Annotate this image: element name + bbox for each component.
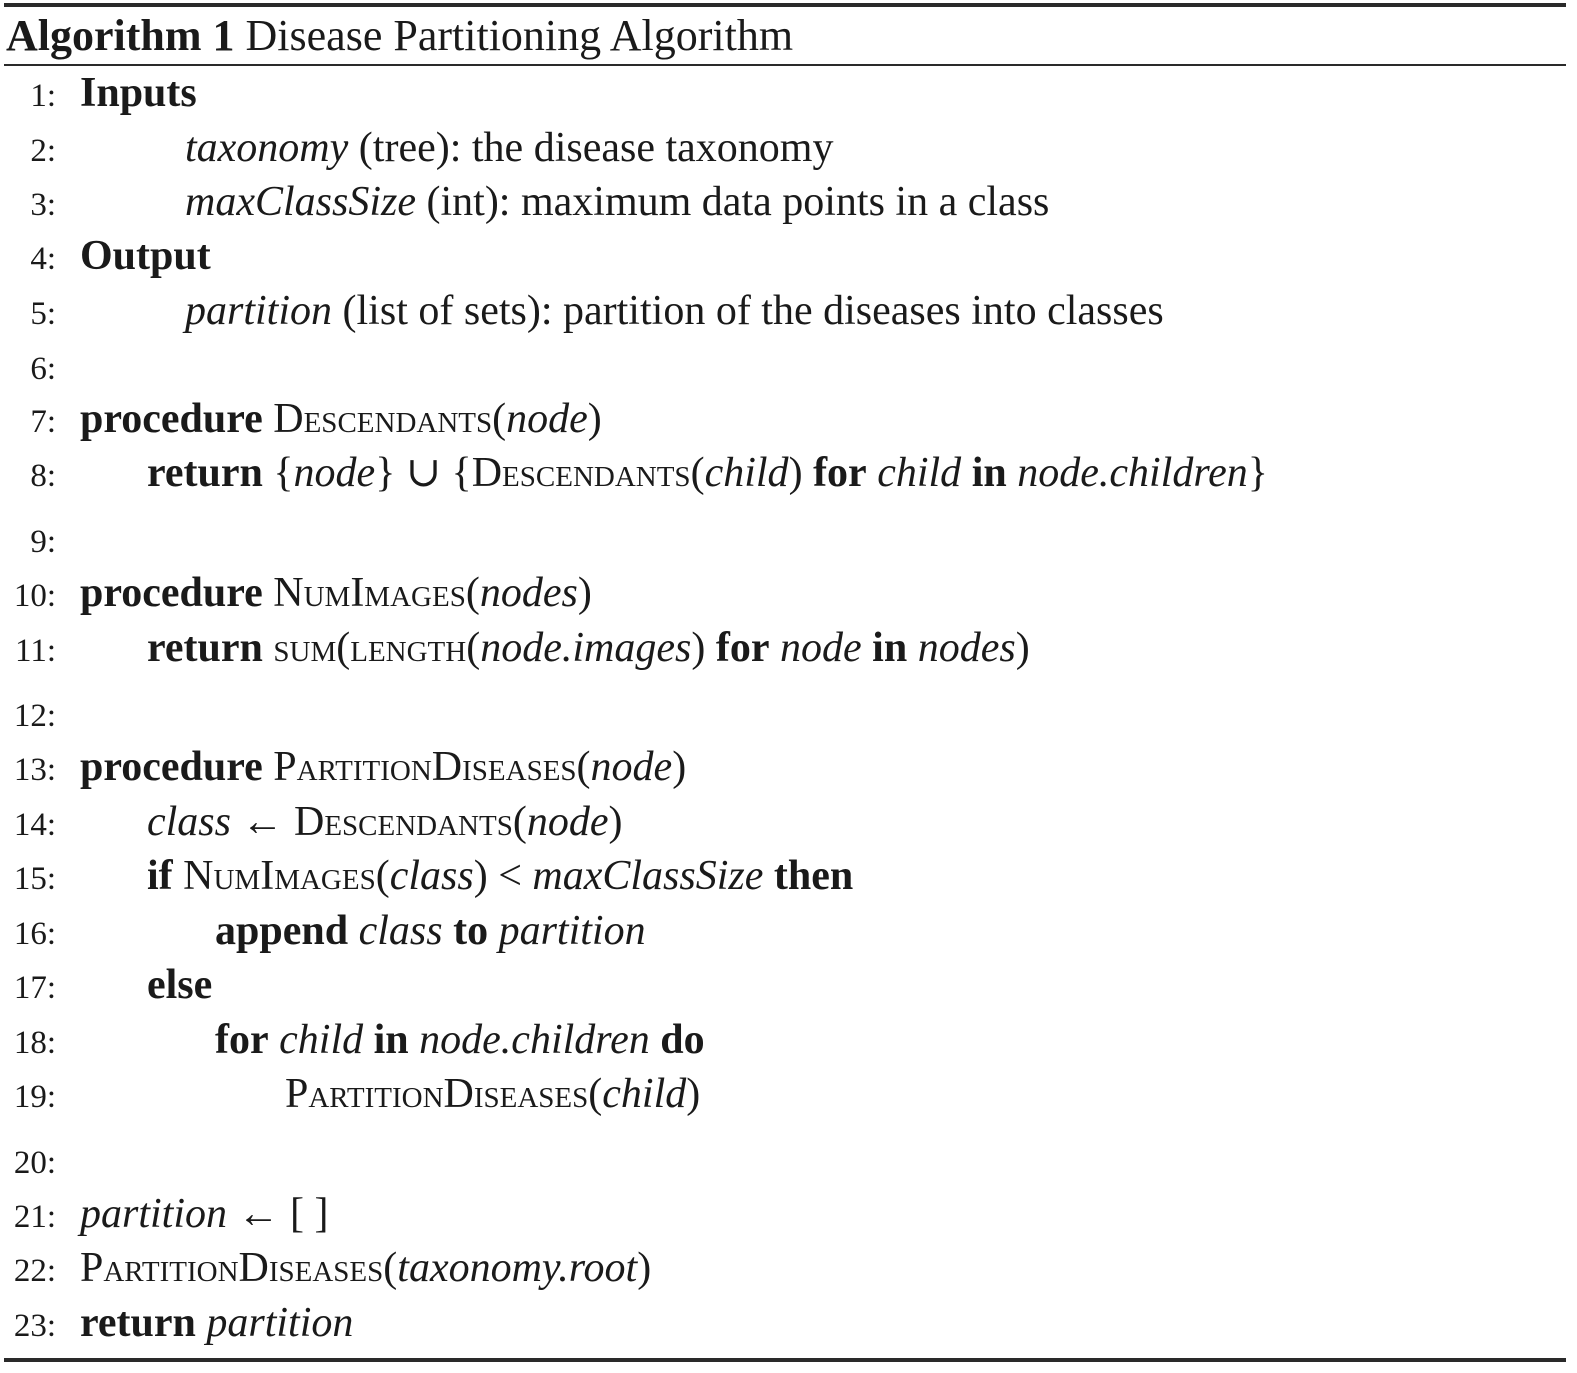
- function-name: PartitionDiseases: [285, 1071, 589, 1117]
- argument: class: [389, 853, 474, 899]
- algo-line-21: [4, 1187, 329, 1241]
- algo-line-10: [4, 566, 592, 620]
- punct: {: [273, 450, 294, 496]
- description: (tree): the disease taxonomy: [358, 125, 834, 171]
- keyword: do: [660, 1017, 705, 1063]
- line-number: 7:: [30, 404, 56, 440]
- function-name: length: [350, 625, 467, 671]
- line-number: 2:: [30, 133, 56, 169]
- algo-line-14: [4, 795, 623, 849]
- function-name: Descendants: [294, 799, 513, 845]
- punct: }: [1247, 450, 1268, 496]
- variable: class: [147, 799, 231, 845]
- keyword: append: [215, 908, 349, 954]
- algo-line-6: [4, 339, 56, 393]
- algorithm-block: [4, 0, 1566, 1373]
- argument: partition: [498, 908, 646, 954]
- algo-line-20: [4, 1133, 56, 1187]
- line-number: 23:: [13, 1308, 56, 1344]
- line-number: 22:: [13, 1253, 56, 1289]
- line-number: 10:: [13, 578, 56, 614]
- function-name: NumImages: [183, 853, 376, 899]
- punct: ): [637, 1245, 652, 1291]
- keyword: to: [453, 908, 489, 954]
- punct: (: [336, 625, 351, 671]
- argument: node: [590, 744, 673, 790]
- keyword: procedure: [80, 570, 263, 616]
- punct: (: [588, 1071, 603, 1117]
- keyword: in: [872, 625, 908, 671]
- punct: } ∪ {: [375, 450, 472, 496]
- algo-line-15: [4, 849, 854, 903]
- function-name: PartitionDiseases: [273, 744, 577, 790]
- line-number: 12:: [13, 698, 56, 734]
- bottom-rule: [4, 1358, 1566, 1362]
- argument: node.children: [419, 1017, 650, 1063]
- line-number: 17:: [13, 970, 56, 1006]
- description: (int): maximum data points in a class: [426, 179, 1050, 225]
- algorithm-caption: [6, 8, 793, 64]
- punct: (: [375, 853, 390, 899]
- argument: nodes: [917, 625, 1016, 671]
- algo-line-17: [4, 958, 213, 1012]
- keyword: return: [147, 450, 263, 496]
- function-name: Descendants: [471, 450, 691, 496]
- argument: taxonomy.root: [397, 1245, 638, 1291]
- argument: class: [358, 908, 443, 954]
- argument: node: [526, 799, 609, 845]
- punct: ): [1015, 625, 1030, 671]
- argument: maxClassSize: [532, 853, 764, 899]
- keyword: procedure: [80, 744, 263, 790]
- line-number: 9:: [30, 524, 56, 560]
- keyword: for: [215, 1017, 269, 1063]
- punct: (: [576, 744, 591, 790]
- line-number: 11:: [15, 633, 56, 669]
- algo-line-23: [4, 1296, 354, 1350]
- caption-label: Algorithm 1: [6, 11, 235, 60]
- punct: ): [788, 450, 803, 496]
- line-number: 21:: [13, 1199, 56, 1235]
- algo-line-19: [4, 1067, 701, 1121]
- description: (list of sets): partition of the diseases into classes: [342, 288, 1164, 334]
- assign-arrow: ← [ ]: [227, 1191, 329, 1237]
- variable: maxClassSize: [185, 179, 416, 225]
- argument: partition: [206, 1300, 354, 1346]
- variable: partition: [185, 288, 333, 334]
- punct: (: [465, 570, 480, 616]
- punct: ): [577, 570, 592, 616]
- punct: (: [492, 396, 507, 442]
- function-name: sum: [273, 625, 337, 671]
- algo-line-16: [4, 904, 646, 958]
- line-number: 15:: [13, 861, 56, 897]
- algo-line-1: [4, 66, 197, 120]
- line-number: 1:: [30, 78, 56, 114]
- algo-line-5: [4, 284, 1164, 338]
- assign-arrow: ←: [231, 799, 294, 845]
- punct: ): [686, 1071, 701, 1117]
- punct: (: [690, 450, 705, 496]
- argument: node: [506, 396, 588, 442]
- keyword: else: [147, 962, 213, 1008]
- line-number: 5:: [30, 296, 56, 332]
- punct: ): [587, 396, 602, 442]
- punct: (: [383, 1245, 398, 1291]
- punct: ): [608, 799, 623, 845]
- function-name: PartitionDiseases: [80, 1245, 384, 1291]
- keyword: in: [971, 450, 1007, 496]
- line-number: 14:: [13, 807, 56, 843]
- top-rule: [4, 3, 1566, 7]
- punct: (: [512, 799, 527, 845]
- punct: ): [672, 744, 687, 790]
- argument: child: [877, 450, 962, 496]
- algo-line-13: [4, 740, 687, 794]
- punct: ) <: [473, 853, 533, 899]
- keyword: Inputs: [80, 70, 197, 116]
- line-number: 8:: [30, 458, 56, 494]
- function-name: Descendants: [273, 396, 493, 442]
- line-number: 19:: [13, 1079, 56, 1115]
- keyword: Output: [80, 233, 211, 279]
- caption-title: Disease Partitioning Algorithm: [245, 11, 794, 60]
- variable: partition: [80, 1191, 228, 1237]
- argument: child: [279, 1017, 364, 1063]
- algo-line-11: [4, 621, 1030, 675]
- caption-rule: [4, 64, 1566, 66]
- algo-line-18: [4, 1013, 705, 1067]
- line-number: 16:: [13, 916, 56, 952]
- keyword: for: [715, 625, 770, 671]
- argument: nodes: [479, 570, 578, 616]
- line-number: 18:: [13, 1025, 56, 1061]
- punct: (: [466, 625, 481, 671]
- argument: child: [704, 450, 789, 496]
- keyword: return: [147, 625, 263, 671]
- punct: ): [691, 625, 706, 671]
- algo-line-2: [4, 121, 834, 175]
- keyword: if: [147, 853, 173, 899]
- algo-line-8: [4, 446, 1268, 500]
- line-number: 6:: [30, 351, 56, 387]
- line-number: 4:: [30, 241, 56, 277]
- argument: node: [780, 625, 862, 671]
- keyword: in: [373, 1017, 409, 1063]
- keyword: then: [773, 853, 854, 899]
- variable: taxonomy: [185, 125, 349, 171]
- algo-line-7: [4, 392, 602, 446]
- algo-line-4: [4, 229, 211, 283]
- algo-line-3: [4, 175, 1050, 229]
- line-number: 13:: [13, 752, 56, 788]
- line-number: 20:: [13, 1145, 56, 1181]
- algo-line-12: [4, 686, 56, 740]
- function-name: NumImages: [273, 570, 466, 616]
- keyword: for: [813, 450, 867, 496]
- algo-line-9: [4, 512, 56, 566]
- algo-line-22: [4, 1241, 652, 1295]
- argument: child: [602, 1071, 687, 1117]
- argument: node.images: [480, 625, 692, 671]
- argument: node: [293, 450, 376, 496]
- keyword: procedure: [80, 396, 263, 442]
- argument: node.children: [1017, 450, 1248, 496]
- keyword: return: [80, 1300, 196, 1346]
- line-number: 3:: [30, 187, 56, 223]
